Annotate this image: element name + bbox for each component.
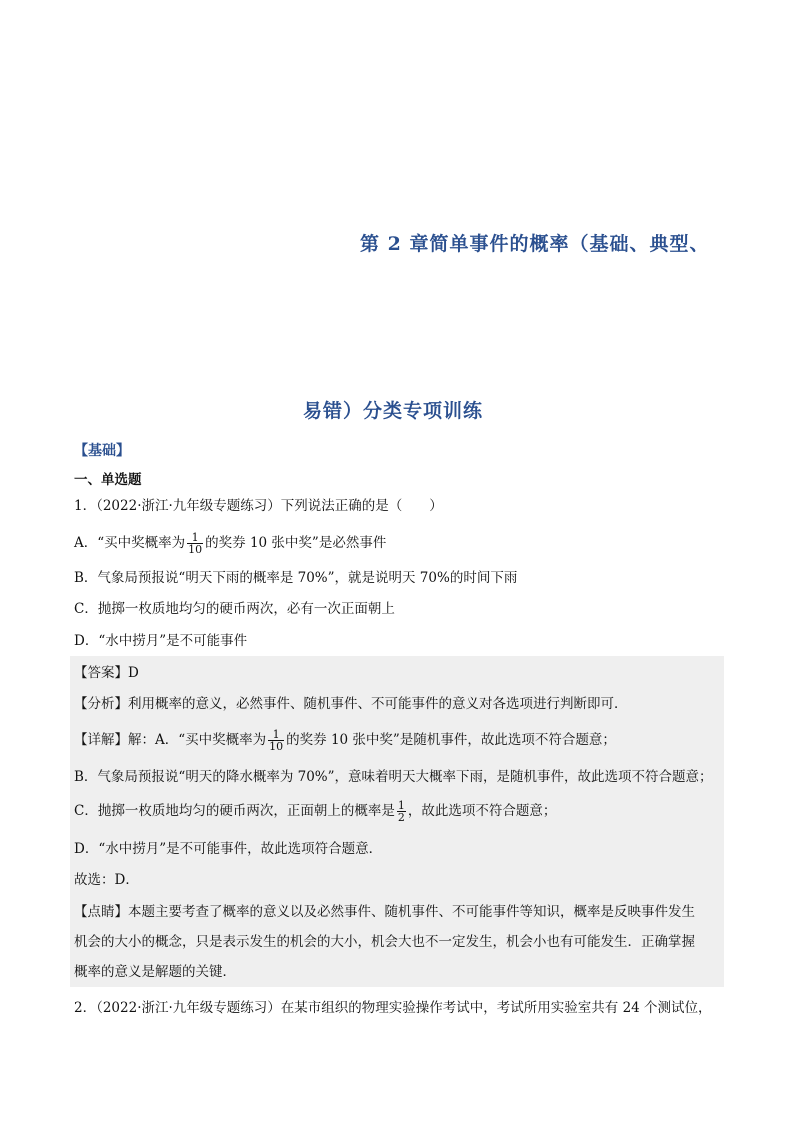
fraction-denominator: 2 xyxy=(397,811,405,824)
question-1-option-d: D．“水中捞月”是不可能事件 xyxy=(74,633,248,649)
fraction-one-tenth-detail xyxy=(268,729,284,752)
section-basic-heading: 【基础】 xyxy=(74,443,130,459)
option-a-prefix: A．“买中奖概率为 xyxy=(74,535,186,551)
detail-line-a xyxy=(74,729,616,752)
detail-c-suffix: ，故此选项不符合题意； xyxy=(407,803,557,819)
fraction-numerator: 1 xyxy=(397,799,405,812)
detail-a-suffix: 的奖券 10 张中奖”是随机事件，故此选项不符合题意； xyxy=(286,732,616,748)
detail-line-c xyxy=(74,800,556,823)
fraction-one-tenth xyxy=(187,532,203,555)
detail-line-d: D．“水中捞月”是不可能事件，故此选项符合题意． xyxy=(74,841,383,857)
option-a-suffix: 的奖券 10 张中奖”是必然事件 xyxy=(205,535,387,551)
question-1-stem: 1．（2022·浙江·九年级专题练习）下列说法正确的是（ ） xyxy=(74,498,443,514)
comment-line-1: 【点睛】本题主要考查了概率的意义以及必然事件、随机事件、不可能事件等知识，概率是反映事件发生 xyxy=(74,904,695,920)
question-1-option-c: C．抛掷一枚质地均匀的硬币两次，必有一次正面朝上 xyxy=(74,601,395,617)
question-1-option-b: B．气象局预报说“明天下雨的概率是 70%”，就是说明天 70%的时间下雨 xyxy=(74,570,518,586)
comment-line-3: 概率的意义是解题的关键． xyxy=(74,964,236,980)
fraction-one-half xyxy=(397,800,406,823)
fraction-numerator: 1 xyxy=(268,729,284,741)
fraction-denominator: 10 xyxy=(188,543,203,556)
section-single-choice-heading: 一、单选题 xyxy=(74,472,142,488)
detail-c-prefix: C．抛掷一枚质地均匀的硬币两次，正面朝上的概率是 xyxy=(74,803,395,819)
detail-line-b: B．气象局预报说“明天的降水概率为 70%”，意味着明天大概率下雨，是随机事件，故此选项不符合题意； xyxy=(74,769,713,785)
comment-line-2: 机会的大小的概念，只是表示发生的机会的大小，机会大也不一定发生，机会小也有可能发生．正确掌握 xyxy=(74,934,695,950)
page-title-line-1: 第 2 章简单事件的概率（基础、典型、 xyxy=(360,233,710,255)
detail-a-prefix: 【详解】解：A．“买中奖概率为 xyxy=(74,732,267,748)
question-2-stem: 2．（2022·浙江·九年级专题练习）在某市组织的物理实验操作考试中，考试所用实验室共有 24 个测试位， xyxy=(74,1000,712,1016)
analysis-line: 【分析】利用概率的意义，必然事件、随机事件、不可能事件的意义对各选项进行判断即可． xyxy=(74,696,628,712)
page-title-line-2: 易错）分类专项训练 xyxy=(303,400,484,422)
fraction-numerator: 1 xyxy=(187,532,203,544)
question-1-option-a xyxy=(74,532,386,555)
fraction-denominator: 10 xyxy=(269,740,284,753)
choice-line: 故选：D． xyxy=(74,872,139,888)
answer-line: 【答案】D xyxy=(74,665,139,681)
